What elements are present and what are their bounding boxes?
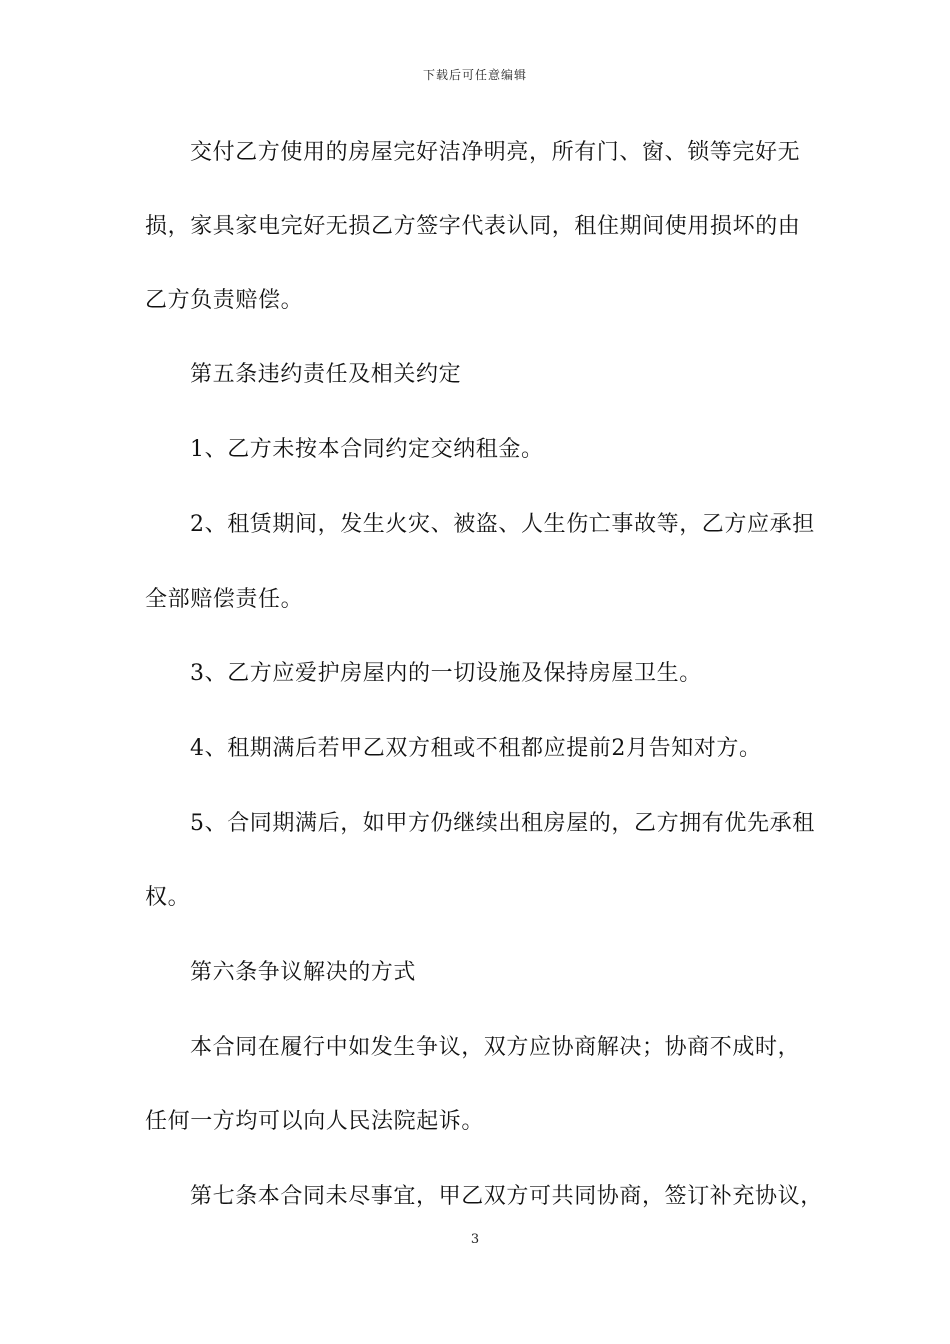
paragraph-line: 交付乙方使用的房屋完好洁净明亮，所有门、窗、锁等完好无: [190, 140, 801, 165]
section-heading: 第七条本合同未尽事宜，甲乙双方可共同协商，签订补充协议，: [190, 1184, 823, 1209]
paragraph-line: 权。: [145, 885, 191, 910]
section-heading: 第六条争议解决的方式: [190, 960, 417, 985]
paragraph-line: 本合同在履行中如发生争议，双方应协商解决；协商不成时，: [190, 1035, 801, 1060]
paragraph-line: 任何一方均可以向人民法院起诉。: [145, 1109, 485, 1134]
paragraph-line: 损，家具家电完好无损乙方签字代表认同，租住期间使用损坏的由: [145, 214, 801, 239]
paragraph-line: 全部赔偿责任。: [145, 587, 304, 612]
clause-item: 2、租赁期间，发生火灾、被盗、人生伤亡事故等，乙方应承担: [190, 512, 815, 537]
section-heading: 第五条违约责任及相关约定: [190, 362, 462, 387]
clause-item: 3、乙方应爱护房屋内的一切设施及保持房屋卫生。: [190, 661, 702, 686]
clause-item: 5、合同期满后，如甲方仍继续出租房屋的，乙方拥有优先承租: [190, 811, 815, 836]
clause-item: 4、租期满后若甲乙双方租或不租都应提前2月告知对方。: [190, 736, 762, 761]
page-number: 3: [470, 1232, 480, 1247]
page-header: 下载后可任意编辑: [422, 68, 527, 82]
clause-item: 1、乙方未按本合同约定交纳租金。: [190, 437, 544, 462]
paragraph-line: 乙方负责赔偿。: [145, 288, 304, 313]
